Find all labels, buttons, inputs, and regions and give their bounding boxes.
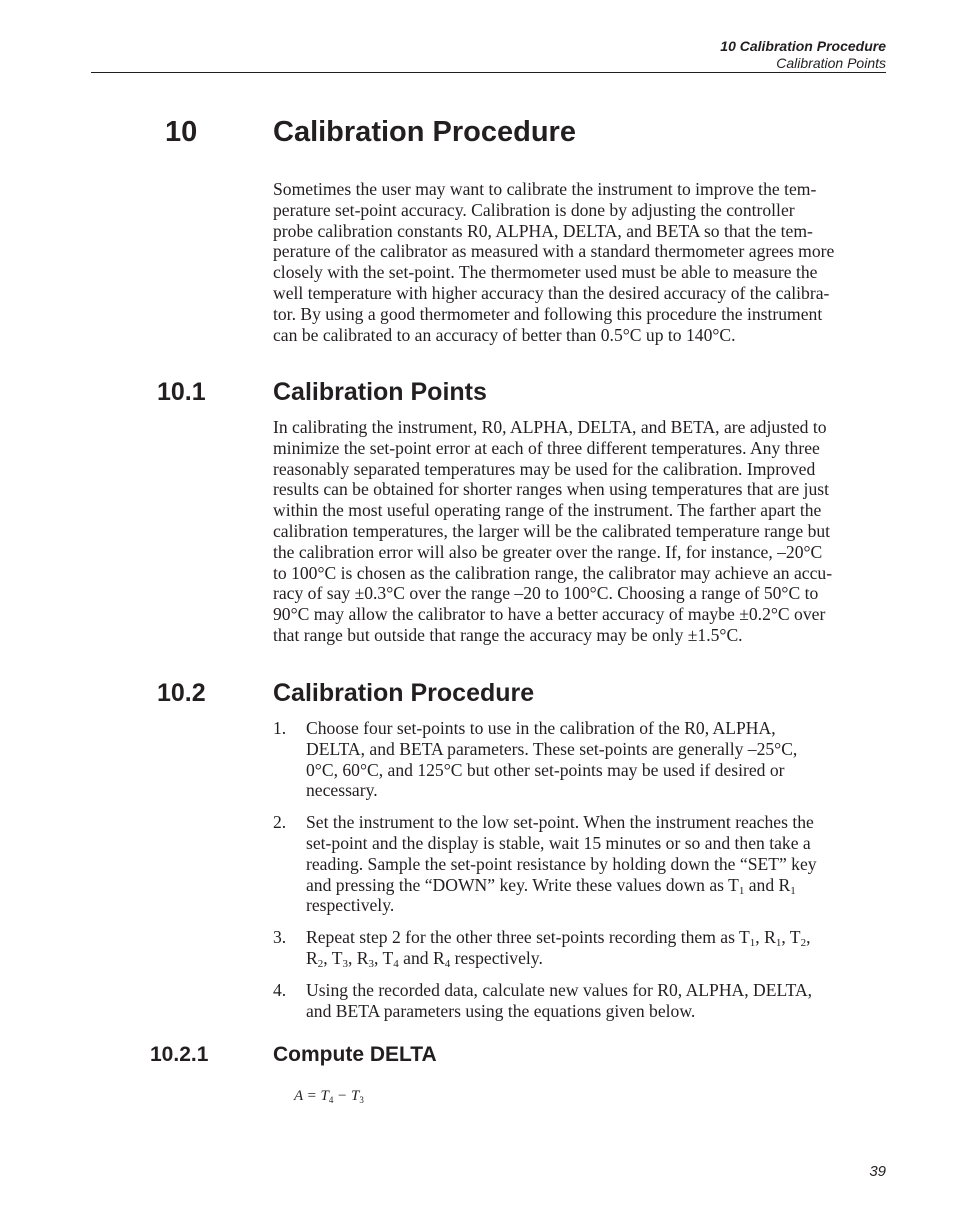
subscript: 1 bbox=[738, 884, 745, 897]
inline-text: , T bbox=[781, 927, 801, 948]
text-line: probe calibration constants R0, ALPHA, DELTA, and BETA so that the tem- bbox=[273, 220, 813, 241]
subscript: 3 bbox=[359, 1095, 364, 1105]
running-head-chapter: 10 Calibration Procedure bbox=[720, 38, 886, 54]
section-10-2-number: 10.2 bbox=[157, 679, 206, 707]
inline-text: and R bbox=[744, 874, 791, 895]
delta-equation bbox=[294, 1088, 364, 1105]
text-line: Set the instrument to the low set-point. When the instrument reaches the bbox=[306, 812, 814, 833]
text-line: the calibration error will also be greater over the range. If, for instance, –20°C bbox=[273, 541, 823, 562]
subscript: 1 bbox=[749, 937, 756, 950]
inline-text: , R bbox=[755, 927, 776, 948]
text-line: to 100°C is chosen as the calibration range, the calibrator may achieve an accu- bbox=[273, 562, 833, 583]
subsection-number: 10.2.1 bbox=[150, 1043, 209, 1066]
section-10-1-number: 10.1 bbox=[157, 378, 206, 406]
text-line: Choose four set-points to use in the calibration of the R0, ALPHA, bbox=[306, 718, 776, 738]
text-line bbox=[306, 875, 888, 896]
calibration-points-paragraph bbox=[273, 417, 888, 646]
text-line: Sometimes the user may want to calibrate the instrument to improve the tem- bbox=[273, 179, 817, 199]
text-line: can be calibrated to an accuracy of better than 0.5°C up to 140°C. bbox=[273, 324, 736, 345]
text-line: within the most useful operating range of the instrument. The farther apart the bbox=[273, 500, 822, 521]
page-number: 39 bbox=[869, 1163, 886, 1180]
text-line: reading. Sample the set-point resistance by holding down the “SET” key bbox=[306, 853, 817, 874]
subscript: 2 bbox=[800, 937, 807, 950]
step-number: 1. bbox=[273, 718, 287, 738]
inline-text: respectively. bbox=[450, 947, 543, 968]
text-line bbox=[306, 927, 888, 948]
subscript: 3 bbox=[342, 957, 348, 970]
subscript: 4 bbox=[328, 1095, 334, 1105]
procedure-steps-list bbox=[273, 718, 888, 1021]
inline-text: , R bbox=[347, 947, 369, 968]
equation-operator: − T bbox=[333, 1088, 360, 1104]
section-10-2-title: Calibration Procedure bbox=[273, 679, 535, 707]
text-line: set-point and the display is stable, wait 15 minutes or so and then take a bbox=[306, 832, 811, 853]
text-line: perature set-point accuracy. Calibration is done by adjusting the controller bbox=[273, 199, 795, 220]
chapter-intro-paragraph bbox=[273, 179, 888, 345]
inline-text: , T bbox=[323, 947, 343, 968]
inline-text: R bbox=[306, 947, 318, 968]
subscript: 4 bbox=[444, 957, 451, 970]
section-10-1-title: Calibration Points bbox=[273, 378, 487, 406]
text-line bbox=[306, 948, 888, 969]
procedure-step-2 bbox=[273, 812, 888, 916]
procedure-step-3 bbox=[273, 927, 888, 969]
text-line: Using the recorded data, calculate new values for R0, ALPHA, DELTA, bbox=[306, 979, 813, 1000]
running-head-section: Calibration Points bbox=[776, 55, 886, 71]
step-number: 2. bbox=[273, 812, 287, 833]
text-line: reasonably separated temperatures may be used for the calibration. Improved bbox=[273, 458, 816, 479]
step-number: 3. bbox=[273, 927, 287, 948]
text-line: results can be obtained for shorter ranges when using temperatures that are just bbox=[273, 479, 829, 500]
text-line: perature of the calibrator as measured with a standard thermometer agrees more bbox=[273, 241, 835, 262]
inline-text: Repeat step 2 for the other three set-points recording them as T bbox=[306, 927, 750, 948]
text-line: closely with the set-point. The thermometer used must be able to measure the bbox=[273, 262, 818, 283]
text-line: tor. By using a good thermometer and following this procedure the instrument bbox=[273, 303, 823, 324]
header-rule bbox=[91, 72, 886, 73]
text-line: calibration temperatures, the larger will be the calibrated temperature range but bbox=[273, 520, 831, 541]
text-line: 90°C may allow the calibrator to have a better accuracy of maybe ±0.2°C over bbox=[273, 604, 826, 625]
text-line: that range but outside that range the accuracy may be only ±1.5°C. bbox=[273, 624, 743, 645]
chapter-number: 10 bbox=[165, 116, 198, 148]
subscript: 4 bbox=[393, 957, 399, 970]
procedure-step-4 bbox=[273, 980, 888, 1022]
subscript: 2 bbox=[317, 957, 324, 970]
subsection-title: Compute DELTA bbox=[273, 1043, 437, 1066]
text-line: well temperature with higher accuracy than the desired accuracy of the calibra- bbox=[273, 282, 830, 303]
text-line: and BETA parameters using the equations given below. bbox=[306, 1000, 696, 1021]
running-head bbox=[720, 38, 886, 72]
subscript: 1 bbox=[775, 937, 782, 950]
text-line: racy of say ±0.3°C over the range –20 to 100°C. Choosing a range of 50°C to bbox=[273, 583, 819, 604]
inline-text: and pressing the “DOWN” key. Write these values down as T bbox=[306, 874, 739, 895]
procedure-step-1 bbox=[273, 718, 888, 801]
text-line: 0°C, 60°C, and 125°C but other set-points may be used if desired or bbox=[306, 759, 785, 780]
text-line: necessary. bbox=[306, 780, 378, 801]
inline-text: and R bbox=[398, 947, 445, 968]
inline-text: , bbox=[806, 927, 811, 948]
inline-text: , T bbox=[374, 947, 394, 968]
text-line: In calibrating the instrument, R0, ALPHA, DELTA, and BETA, are adjusted to bbox=[273, 417, 827, 437]
equation-lhs: A = T bbox=[294, 1088, 329, 1104]
step-number: 4. bbox=[273, 979, 287, 1000]
text-line: respectively. bbox=[306, 895, 395, 916]
text-line: minimize the set-point error at each of three different temperatures. Any three bbox=[273, 437, 820, 458]
chapter-title: Calibration Procedure bbox=[273, 116, 576, 148]
subscript: 3 bbox=[368, 957, 375, 970]
text-line: DELTA, and BETA parameters. These set-points are generally –25°C, bbox=[306, 738, 798, 759]
subscript: 1 bbox=[790, 884, 796, 897]
